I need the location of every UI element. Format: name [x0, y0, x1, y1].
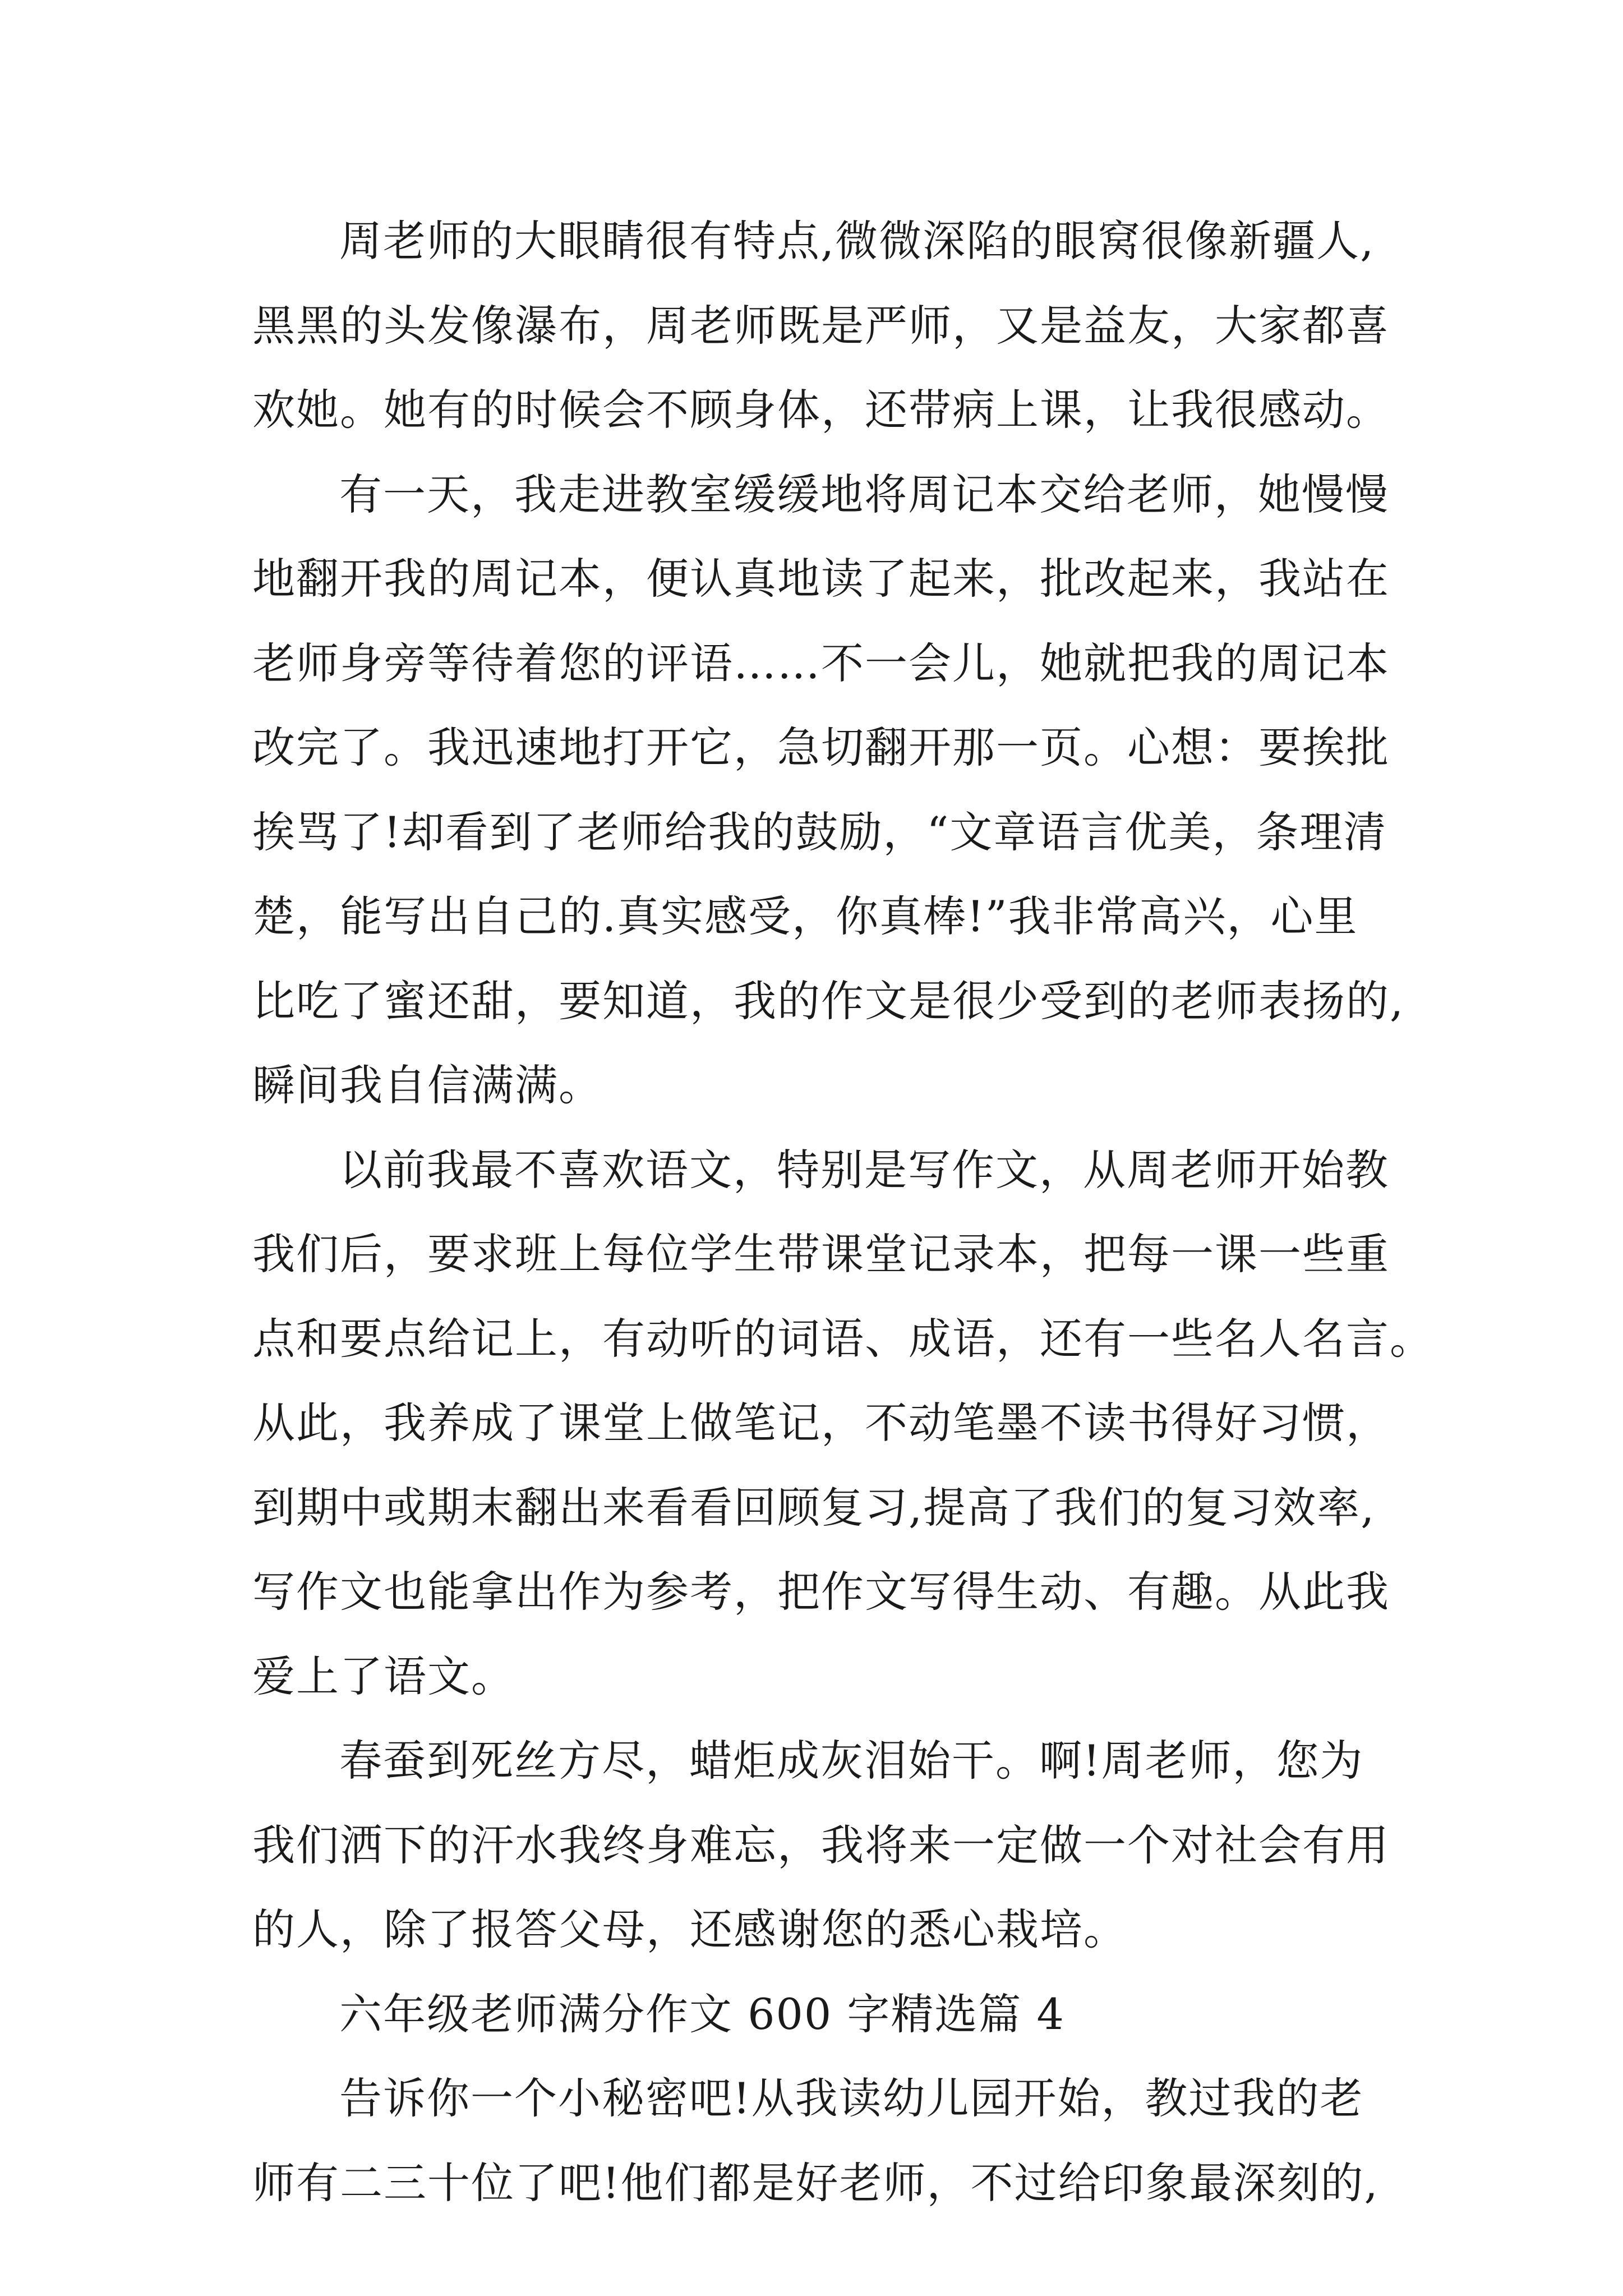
text-line: 告诉你一个小秘密吧!从我读幼儿园开始，教过我的老 — [339, 2073, 1364, 2123]
text-line: 地翻开我的周记本，便认真地读了起来，批改起来，我站在 — [252, 554, 1390, 604]
text-line: 我们后，要求班上每位学生带课堂记录本，把每一课一些重 — [252, 1229, 1390, 1279]
text-line: 点和要点给记上，有动听的词语、成语，还有一些名人名言。 — [252, 1313, 1433, 1364]
essay-text — [252, 199, 1433, 2225]
text-line: 黑黑的头发像瀑布，周老师既是严师，又是益友，大家都喜 — [252, 300, 1390, 351]
text-line: 六年级老师满分作文 600 字精选篇 4 — [339, 1989, 1065, 2039]
text-line: 我们洒下的汗水我终身难忘，我将来一定做一个对社会有用 — [252, 1820, 1390, 1870]
text-line: 写作文也能拿出作为参考，把作文写得生动、有趣。从此我 — [252, 1567, 1390, 1617]
text-line: 楚，能写出自己的.真实感受，你真棒!”我非常高兴，心里 — [252, 891, 1358, 941]
text-line: 的人，除了报答父母，还感谢您的悉心栽培。 — [252, 1904, 1127, 1954]
text-line: 挨骂了!却看到了老师给我的鼓励，“文章语言优美，条理清 — [252, 807, 1387, 857]
text-line: 周老师的大眼睛很有特点,微微深陷的眼窝很像新疆人, — [339, 216, 1375, 266]
text-line: 师有二三十位了吧!他们都是好老师，不过给印象最深刻的, — [252, 2157, 1379, 2208]
text-line: 到期中或期末翻出来看看回顾复习,提高了我们的复习效率, — [252, 1482, 1376, 1533]
text-line: 比吃了蜜还甜，要知道，我的作文是很少受到的老师表扬的, — [252, 976, 1405, 1026]
text-line: 瞬间我自信满满。 — [252, 1060, 602, 1110]
text-line: 以前我最不喜欢语文，特别是写作文，从周老师开始教 — [339, 1144, 1389, 1195]
text-line: 春蚕到死丝方尽，蜡炬成灰泪始干。啊!周老师，您为 — [339, 1736, 1364, 1786]
text-line: 老师身旁等待着您的评语……不一会儿，她就把我的周记本 — [252, 638, 1390, 688]
text-line: 有一天，我走进教室缓缓地将周记本交给老师，她慢慢 — [339, 469, 1389, 519]
text-line: 改完了。我迅速地打开它，急切翻开那一页。心想：要挨批 — [252, 723, 1390, 772]
text-line: 从此，我养成了课堂上做笔记，不动笔墨不读书得好习惯， — [252, 1398, 1390, 1448]
text-line: 欢她。她有的时候会不顾身体，还带病上课，让我很感动。 — [252, 385, 1390, 435]
text-line: 爱上了语文。 — [252, 1651, 515, 1701]
